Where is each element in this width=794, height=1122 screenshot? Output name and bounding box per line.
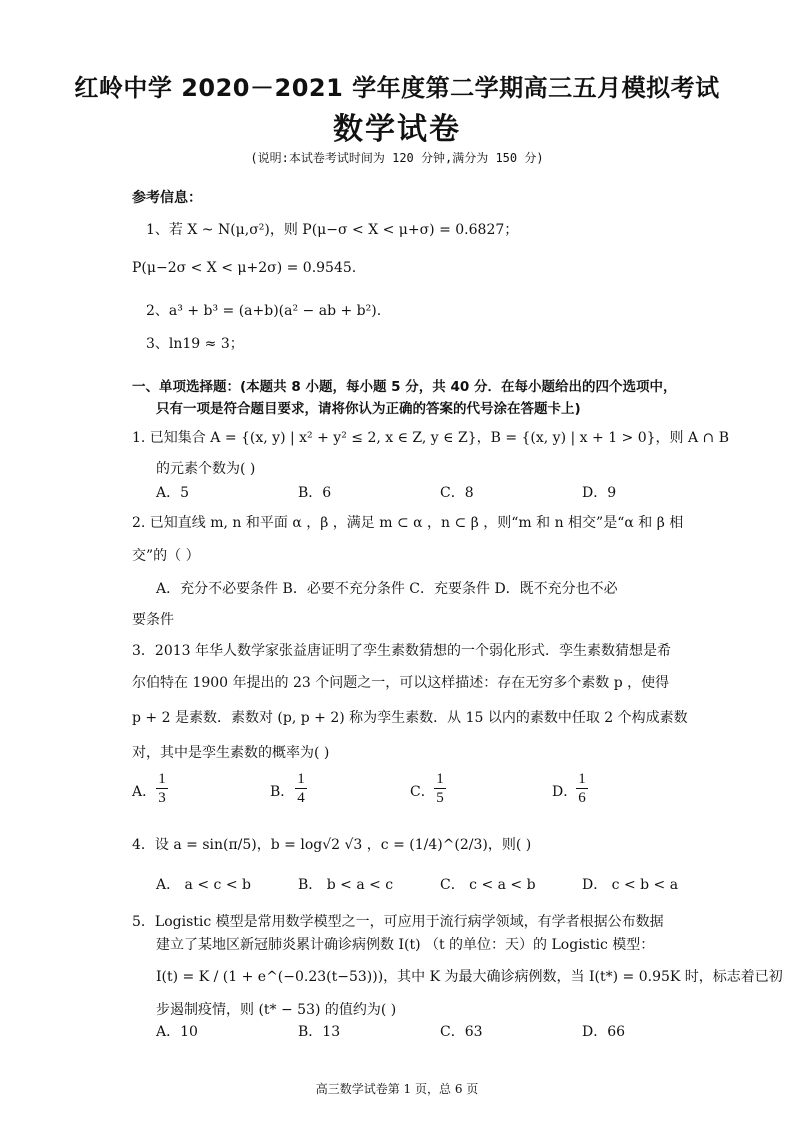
q1-option-d: D．9	[582, 485, 617, 501]
q3-option-d-fraction	[576, 770, 588, 807]
q3-option-a-numerator: 1	[158, 771, 166, 787]
q3-option-b-fraction	[295, 770, 307, 807]
q3-stem-line-4: 对，其中是孪生素数的概率为( )	[132, 745, 330, 761]
reference-item-1-line-1: 1、若 X ~ N(μ,σ²)，则 P(μ−σ < X < μ+σ) = 0.6827；	[146, 222, 519, 238]
q1-stem-line-1: 1. 已知集合 A = {(x, y) | x² + y² ≤ 2, x ∈ Z, y ∈ Z}，B = {(x, y) | x + 1 > 0}，则 A ∩ B	[132, 430, 730, 446]
q4-option-a: A． a < c < b	[156, 877, 251, 893]
q3-option-d-denominator: 6	[578, 790, 586, 806]
q2-stem-line-1: 2. 已知直线 m, n 和平面 α ，β ，满足 m ⊂ α ，n ⊂ β ，则“m 和 n 相交”是“α 和 β 相	[132, 515, 684, 531]
q3-stem-line-1: 3．2013 年华人数学家张益唐证明了孪生素数猜想的一个弱化形式．孪生素数猜想是希	[132, 643, 671, 659]
q3-option-d-label: D．	[552, 784, 578, 800]
q5-option-a: A．10	[156, 1024, 198, 1040]
q2-options-line: A．充分不必要条件 B．必要不充分条件 C．充要条件 D．既不充分也不必	[156, 581, 618, 597]
q4-option-d: D． c < b < a	[582, 877, 679, 893]
q4-option-c: C． c < a < b	[440, 877, 536, 893]
section-heading-line-2: 只有一项是符合题目要求，请将你认为正确的答案的代号涂在答题卡上)	[156, 401, 581, 417]
section-heading-line-1: 一、单项选择题：(本题共 8 小题，每小题 5 分，共 40 分．在每小题给出的四个选项中，	[132, 379, 677, 395]
q1-option-b: B．6	[298, 485, 332, 501]
q5-stem-line-2: 建立了某地区新冠肺炎累计确诊病例数 I(t) （t 的单位：天）的 Logistic 模型：	[156, 937, 655, 953]
q5-stem-line-3: I(t) = K / (1 + e^(−0.23(t−53)))，其中 K 为最大确诊病例数，当 I(t*) = 0.95K 时，标志着已初	[156, 969, 783, 985]
q3-option-a-fraction	[156, 770, 168, 807]
reference-heading: 参考信息：	[132, 190, 202, 206]
q5-stem-line-1: 5．Logistic 模型是常用数学模型之一，可应用于流行病学领域，有学者根据公布数据	[132, 914, 664, 930]
q3-option-c-label: C．	[410, 784, 435, 800]
q3-option-c-fraction	[434, 770, 446, 807]
q1-stem-line-2: 的元素个数为( )	[156, 461, 256, 477]
q3-option-b-numerator: 1	[297, 771, 305, 787]
q4-stem: 4．设 a = sin(π/5)，b = log√2 √3 ，c = (1/4)^(2/3)，则( )	[132, 837, 532, 853]
q3-option-b-label: B．	[270, 784, 295, 800]
q3-stem-line-2: 尔伯特在 1900 年提出的 23 个问题之一，可以这样描述：存在无穷多个素数 p ，使得	[132, 675, 670, 691]
exam-title: 红岭中学 2020－2021 学年度第二学期高三五月模拟考试	[74, 74, 720, 102]
exam-note: (说明:本试卷考试时间为 120 分钟,满分为 150 分)	[250, 151, 544, 165]
q2-options-line-2: 要条件	[132, 612, 174, 628]
q3-option-c-numerator: 1	[436, 771, 444, 787]
q3-option-b-denominator: 4	[297, 790, 305, 806]
q3-option-a-denominator: 3	[158, 790, 166, 806]
q5-option-b: B．13	[298, 1024, 341, 1040]
page-footer: 高三数学试卷第 1 页，总 6 页	[315, 1082, 479, 1096]
q2-stem-line-2: 交”的（ ）	[132, 548, 200, 564]
q5-option-c: C．63	[440, 1024, 483, 1040]
q3-option-c-denominator: 5	[436, 790, 444, 806]
q1-option-c: C．8	[440, 485, 474, 501]
q5-stem-line-4: 步遏制疫情，则 (t* − 53) 的值约为( )	[156, 1002, 397, 1018]
q3-stem-line-3: p + 2 是素数．素数对 (p, p + 2) 称为孪生素数．从 15 以内的素数中任取 2 个构成素数	[132, 710, 688, 726]
q5-option-d: D．66	[582, 1024, 626, 1040]
q4-option-b: B． b < a < c	[298, 877, 394, 893]
exam-subtitle: 数学试卷	[333, 112, 461, 147]
q3-option-a-label: A．	[132, 784, 157, 800]
reference-item-2: 2、a³ + b³ = (a+b)(a² − ab + b²).	[146, 303, 382, 319]
q3-option-d-numerator: 1	[578, 771, 586, 787]
q1-option-a: A．5	[156, 485, 190, 501]
reference-item-3: 3、ln19 ≈ 3；	[146, 336, 244, 352]
reference-item-1-line-2: P(μ−2σ < X < μ+2σ) = 0.9545.	[132, 260, 357, 276]
